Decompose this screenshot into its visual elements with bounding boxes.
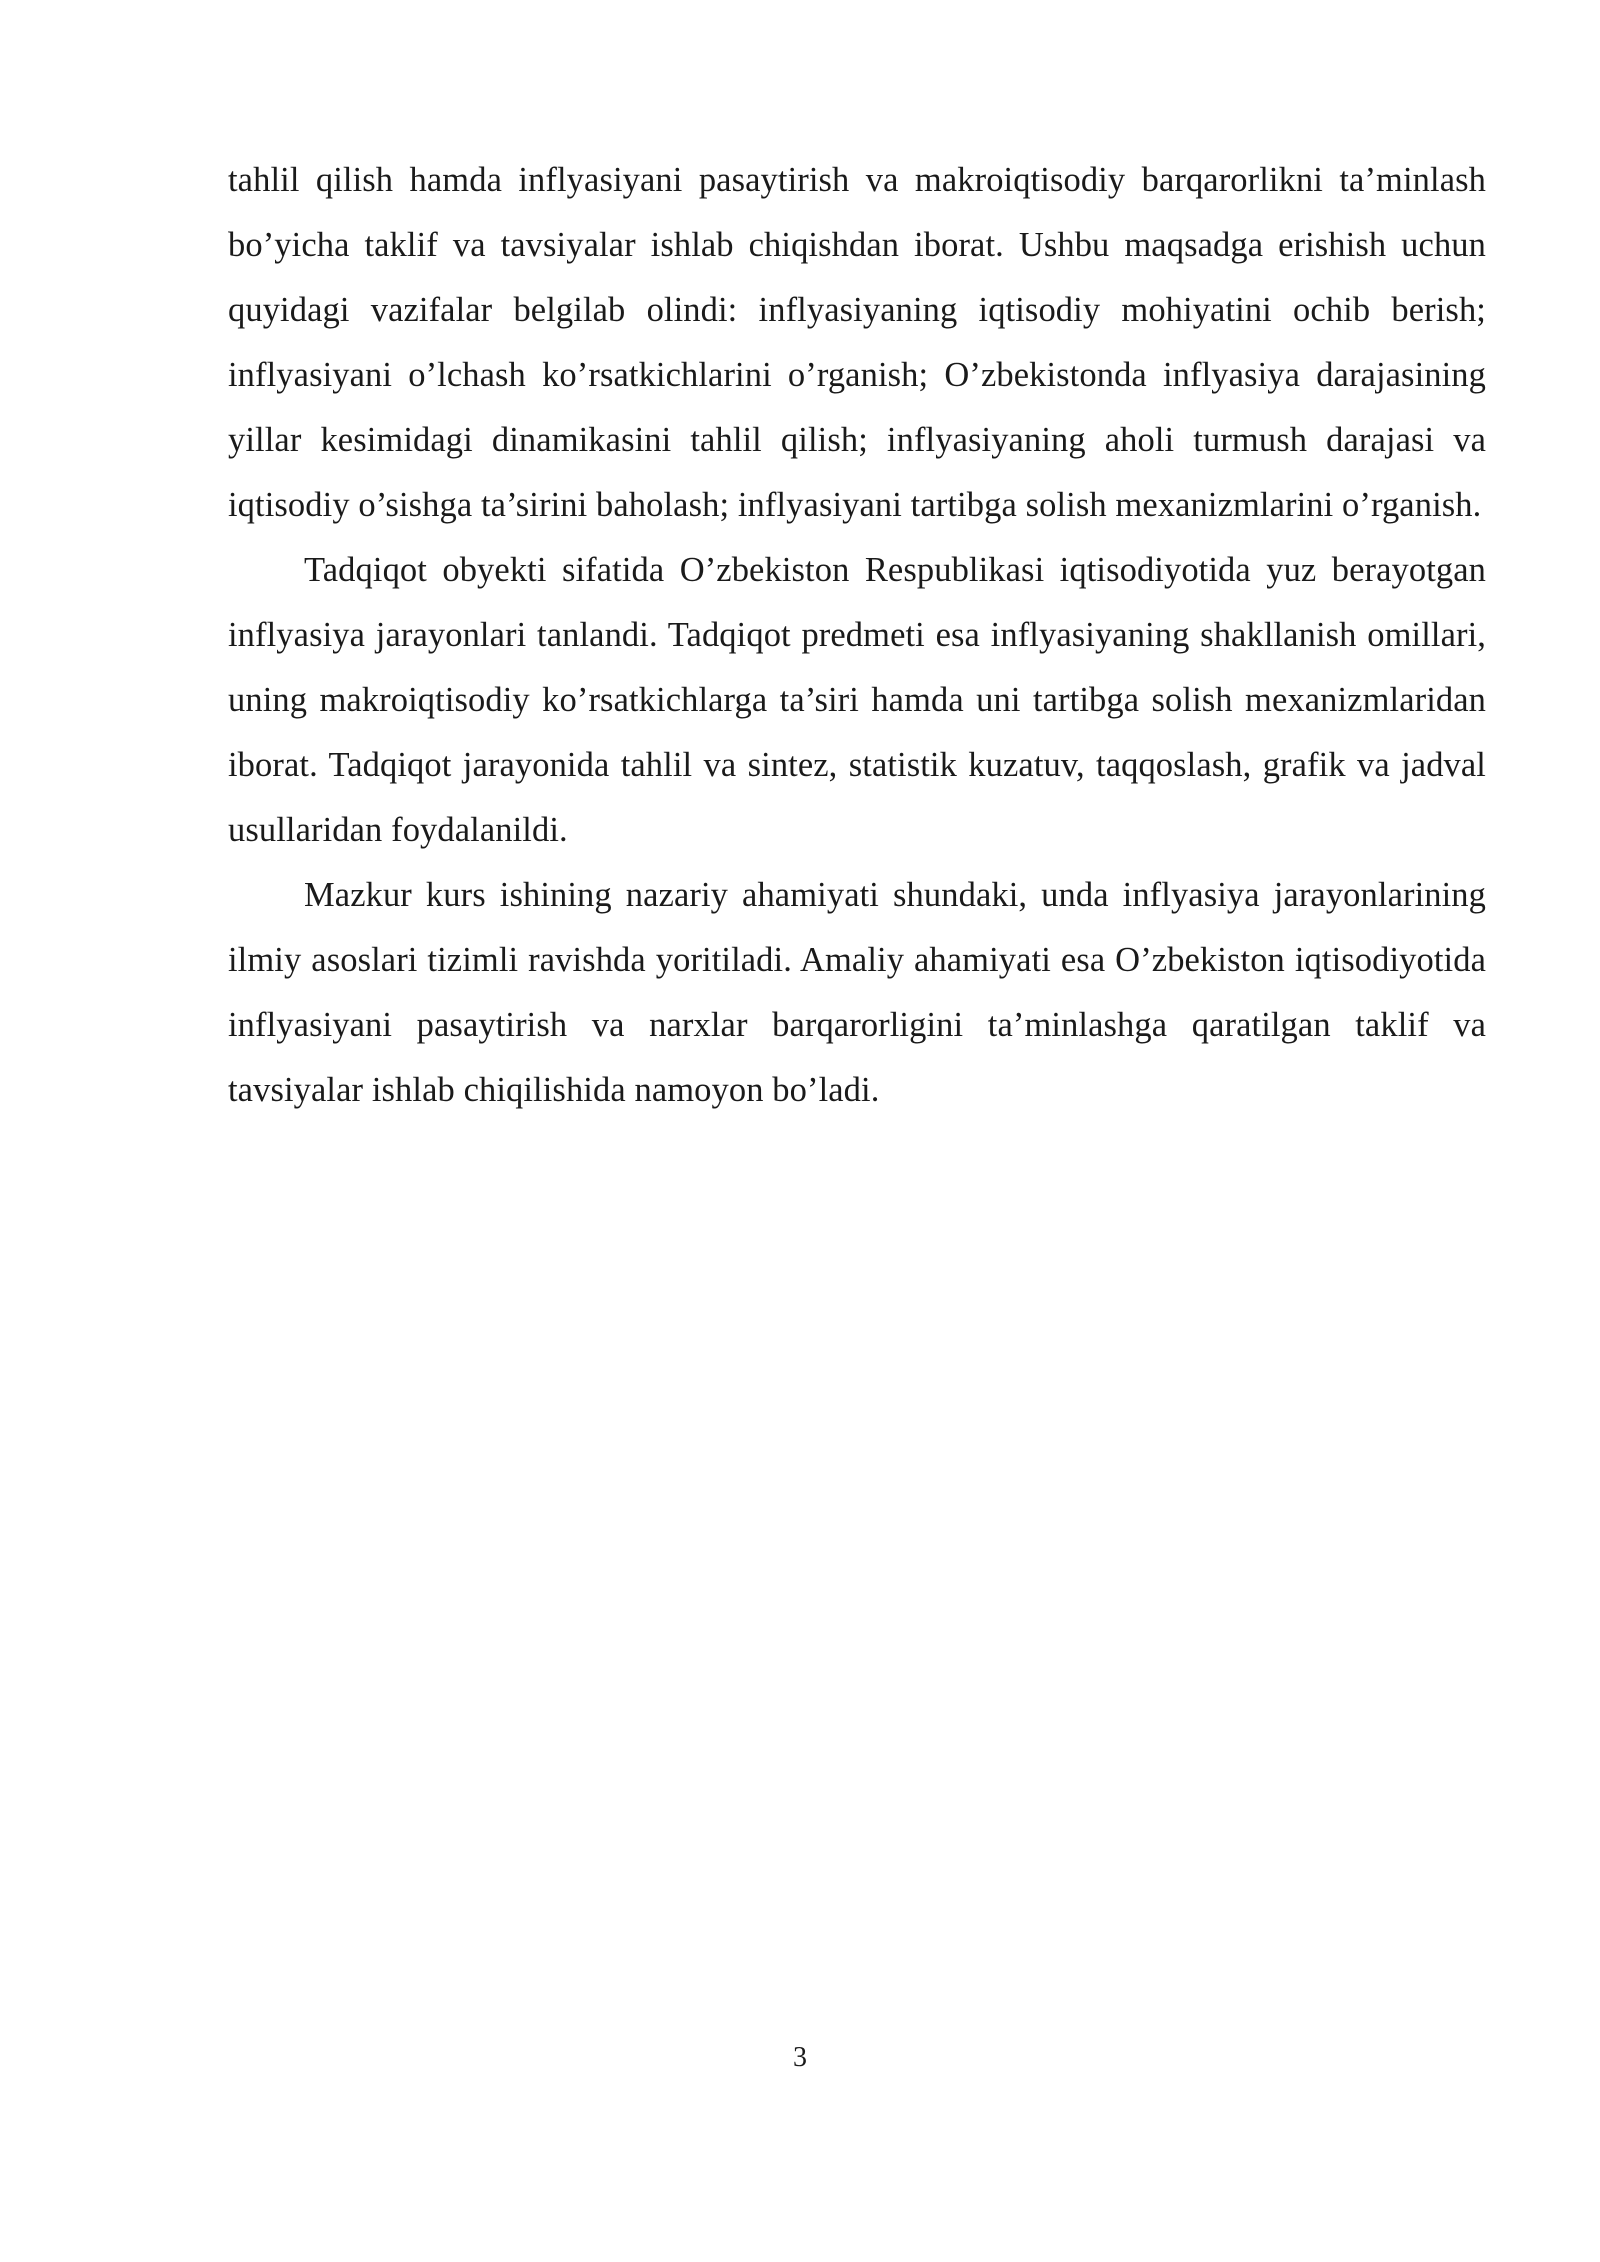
page-body	[228, 148, 1486, 1123]
page-number: 3	[793, 2042, 807, 2073]
paragraph-continuation: tahlil qilish hamda inflyasiyani pasaytirish va makroiqtisodiy barqarorlikni ta’minlash bo’yicha taklif va tavsiyalar ishlab chiqishdan iborat. Ushbu maqsadga erishish uchun quyidagi vazifalar belgilab olindi: inflyasiyaning iqtisodiy mohiyatini ochib berish; inflyasiyani o’lchash ko’rsatkichlarini o’rganish; O’zbekistonda inflyasiya darajasining yillar kesimidagi dinamikasini tahlil qilish; inflyasiyaning aholi turmush darajasi va iqtisodiy o’sishga ta’sirini baholash; inflyasiyani tartibga solish mexanizmlarini o’rganish.	[228, 161, 1486, 524]
paragraph-research-object: Tadqiqot obyekti sifatida O’zbekiston Respublikasi iqtisodiyotida yuz berayotgan inflyasiya jarayonlari tanlandi. Tadqiqot predmeti esa inflyasiyaning shakllanish omillari, uning makroiqtisodiy ko’rsatkichlarga ta’siri hamda uni tartibga solish mexanizmlaridan iborat. Tadqiqot jarayonida tahlil va sintez, statistik kuzatuv, taqqoslash, grafik va jadval usullaridan foydalanildi.	[228, 551, 1486, 849]
paragraph-significance: Mazkur kurs ishining nazariy ahamiyati shundaki, unda inflyasiya jarayonlarining ilmiy asoslari tizimli ravishda yoritiladi. Amaliy ahamiyati esa O’zbekiston iqtisodiyotida inflyasiyani pasaytirish va narxlar barqarorligini ta’minlashga qaratilgan taklif va tavsiyalar ishlab chiqilishida namoyon bo’ladi.	[228, 876, 1486, 1109]
